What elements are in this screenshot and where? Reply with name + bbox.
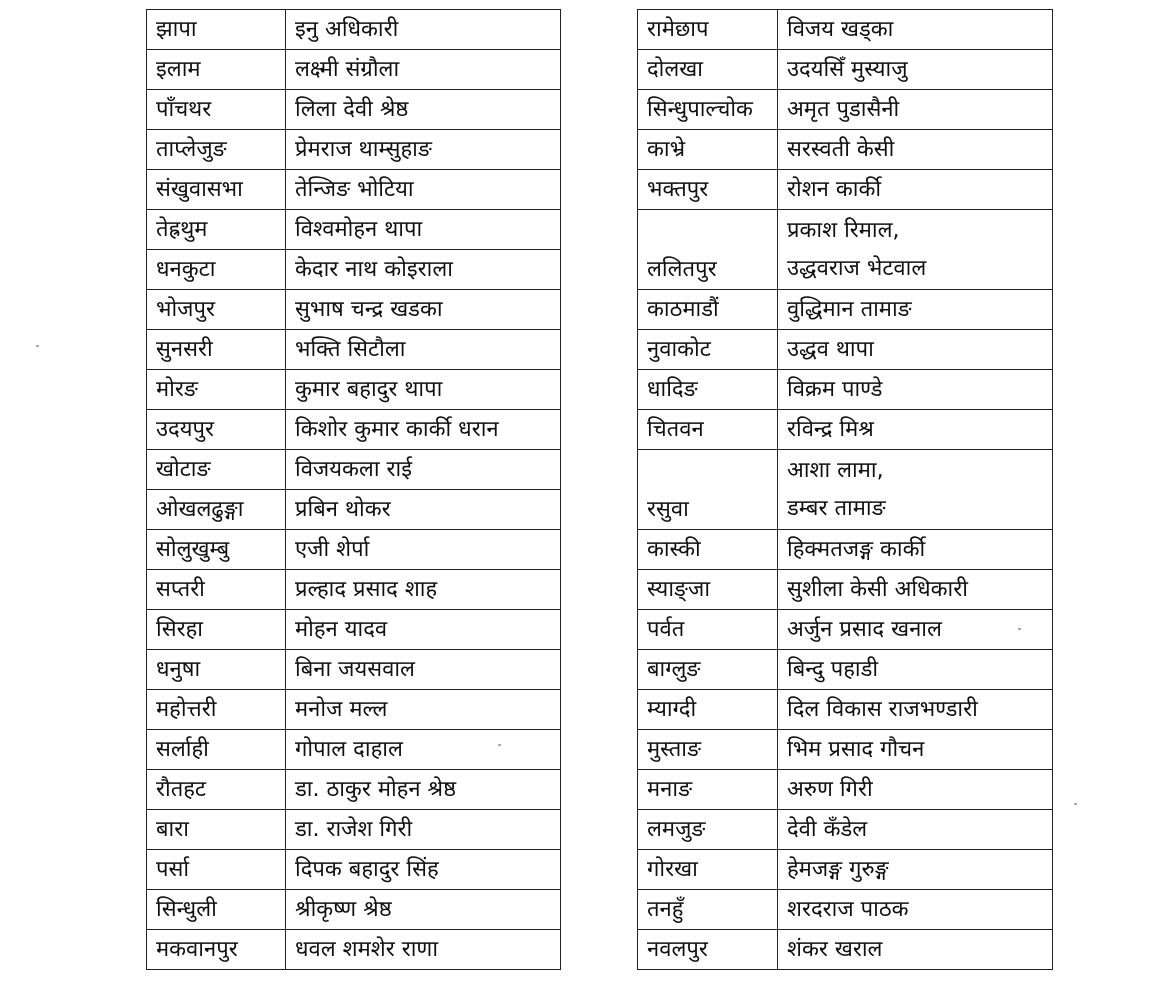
table-row xyxy=(147,370,561,410)
person-name: सरस्वती केसी xyxy=(787,136,895,162)
person-name-cell xyxy=(778,210,1053,290)
person-name-cell xyxy=(778,650,1053,690)
table-row xyxy=(147,210,561,250)
person-name: सुशीला केसी अधिकारी xyxy=(787,576,968,602)
person-name: धवल शमशेर राणा xyxy=(295,936,439,962)
district-name-cell: दोलखा xyxy=(638,50,778,90)
scan-speck xyxy=(36,345,39,347)
table-row xyxy=(147,290,561,330)
district-name-cell: काठमाडौं xyxy=(638,290,778,330)
table-row xyxy=(638,330,1053,370)
person-name-cell xyxy=(286,50,561,90)
table-row xyxy=(147,170,561,210)
person-name: दिल विकास राजभण्डारी xyxy=(787,696,978,722)
table-row xyxy=(147,690,561,730)
person-name: वुद्धिमान तामाङ xyxy=(787,296,912,322)
district-name-cell: ओखलढुङ्गा xyxy=(147,490,286,530)
person-name: एजी शेर्पा xyxy=(295,536,370,562)
person-name-cell xyxy=(778,810,1053,850)
table-row xyxy=(147,930,561,970)
table-row xyxy=(638,10,1053,50)
table-row xyxy=(638,730,1053,770)
person-name-cell xyxy=(778,290,1053,330)
person-name: विजय खड्का xyxy=(787,16,894,42)
table-row xyxy=(638,50,1053,90)
person-name: आशा लामा, xyxy=(787,457,884,483)
person-name: उदयसिँ मुस्याजु xyxy=(787,56,908,82)
district-name-cell: मनाङ xyxy=(638,770,778,810)
table-row xyxy=(147,250,561,290)
district-name-cell: धादिङ xyxy=(638,370,778,410)
person-name: किशोर कुमार कार्की धरान xyxy=(295,416,499,442)
scan-speck xyxy=(1074,803,1077,805)
person-name: रोशन कार्की xyxy=(787,176,882,202)
person-name: तेन्जिङ भोटिया xyxy=(295,176,414,202)
district-name-cell: सिरहा xyxy=(147,610,286,650)
district-name-cell: सर्लाही xyxy=(147,730,286,770)
left-district-table xyxy=(146,9,561,970)
district-name-cell: उदयपुर xyxy=(147,410,286,450)
person-name-cell xyxy=(778,50,1053,90)
person-name: देवी कँडेल xyxy=(787,816,868,842)
table-row xyxy=(638,690,1053,730)
person-name-cell xyxy=(286,210,561,250)
person-name: अर्जुन प्रसाद खनाल xyxy=(787,616,942,642)
person-name-cell xyxy=(286,530,561,570)
district-name-cell: सिन्धुली xyxy=(147,890,286,930)
person-name: प्रबिन थोकर xyxy=(295,496,391,522)
table-row xyxy=(147,490,561,530)
person-name-cell xyxy=(286,850,561,890)
district-name-cell: ताप्लेजुङ xyxy=(147,130,286,170)
person-name: शंकर खराल xyxy=(787,936,883,962)
district-name-cell: ललितपुर xyxy=(638,210,778,290)
table-row xyxy=(147,610,561,650)
person-name-cell xyxy=(778,570,1053,610)
district-name-cell: धनुषा xyxy=(147,650,286,690)
person-name: केदार नाथ कोइराला xyxy=(295,256,453,282)
district-name-cell: सप्तरी xyxy=(147,570,286,610)
person-name-cell xyxy=(778,530,1053,570)
district-name-cell: तेह्रथुम xyxy=(147,210,286,250)
table-row xyxy=(147,130,561,170)
person-name: भिम प्रसाद गौचन xyxy=(787,736,925,762)
table-row xyxy=(147,410,561,450)
district-name-cell: संखुवासभा xyxy=(147,170,286,210)
person-name: डा. राजेश गिरी xyxy=(295,816,413,842)
person-name-cell xyxy=(778,930,1053,970)
person-name: कुमार बहादुर थापा xyxy=(295,376,443,402)
table-row xyxy=(147,850,561,890)
district-name-cell: सिन्धुपाल्चोक xyxy=(638,90,778,130)
person-name-cell xyxy=(778,850,1053,890)
district-name-cell: खोटाङ xyxy=(147,450,286,490)
table-row xyxy=(147,650,561,690)
person-name-cell xyxy=(286,170,561,210)
person-name: हेमजङ्ग गुरुङ्ग xyxy=(787,856,889,882)
district-name-cell: पर्वत xyxy=(638,610,778,650)
person-name-cell xyxy=(286,10,561,50)
person-name-cell xyxy=(286,650,561,690)
table-row xyxy=(638,850,1053,890)
person-name: उद्धवराज भेटवाल xyxy=(787,255,927,281)
table-row xyxy=(638,90,1053,130)
person-name-cell xyxy=(778,610,1053,650)
table-row xyxy=(147,530,561,570)
person-name: दिपक बहादुर सिंह xyxy=(295,856,439,882)
person-name-cell xyxy=(286,770,561,810)
person-name: श्रीकृष्ण श्रेष्ठ xyxy=(295,896,392,922)
person-name: विश्वमोहन थापा xyxy=(295,216,423,242)
right-district-table xyxy=(637,9,1053,970)
person-name: डा. ठाकुर मोहन श्रेष्ठ xyxy=(295,776,457,802)
district-name-cell: मोरङ xyxy=(147,370,286,410)
scan-speck xyxy=(498,744,501,746)
table-row xyxy=(147,770,561,810)
person-name-cell xyxy=(778,730,1053,770)
person-name-cell xyxy=(286,930,561,970)
table-row xyxy=(638,650,1053,690)
table-row xyxy=(147,50,561,90)
district-name-cell: नवलपुर xyxy=(638,930,778,970)
person-name: विक्रम पाण्डे xyxy=(787,376,883,402)
person-name-cell xyxy=(286,90,561,130)
person-name: उद्धव थापा xyxy=(787,336,874,362)
table-row xyxy=(147,890,561,930)
district-name-cell: पाँचथर xyxy=(147,90,286,130)
person-name: भक्ति सिटौला xyxy=(295,336,406,362)
table-row xyxy=(147,90,561,130)
person-name-cell xyxy=(286,610,561,650)
person-name: प्रल्हाद प्रसाद शाह xyxy=(295,576,438,602)
person-name: हिक्मतजङ्ग कार्की xyxy=(787,536,926,562)
person-name: डम्बर तामाङ xyxy=(787,495,886,521)
person-name-cell xyxy=(286,410,561,450)
scan-speck xyxy=(1018,628,1021,630)
table-row xyxy=(638,170,1053,210)
person-name: अमृत पुडासैनी xyxy=(787,96,900,122)
person-name-cell xyxy=(778,330,1053,370)
person-name-cell xyxy=(778,690,1053,730)
person-name-cell xyxy=(286,890,561,930)
district-name-cell: स्याङ्जा xyxy=(638,570,778,610)
person-name: शरदराज पाठक xyxy=(787,896,909,922)
person-name-cell xyxy=(778,90,1053,130)
district-name-cell: कास्की xyxy=(638,530,778,570)
person-name: लक्ष्मी संग्रौला xyxy=(295,56,400,82)
district-name-cell: गोरखा xyxy=(638,850,778,890)
person-name-cell xyxy=(286,730,561,770)
table-row xyxy=(147,810,561,850)
district-name-cell: काभ्रे xyxy=(638,130,778,170)
table-row xyxy=(638,610,1053,650)
table-row xyxy=(147,450,561,490)
district-name-cell: तनहुँ xyxy=(638,890,778,930)
person-name: प्रेमराज थाम्सुहाङ xyxy=(295,136,432,162)
person-name: मोहन यादव xyxy=(295,616,388,642)
person-name-cell xyxy=(778,10,1053,50)
person-name: अरुण गिरी xyxy=(787,776,873,802)
district-name-cell: मुस्ताङ xyxy=(638,730,778,770)
person-name-cell xyxy=(778,770,1053,810)
person-name-cell xyxy=(778,450,1053,530)
district-name-cell: चितवन xyxy=(638,410,778,450)
table-row xyxy=(638,130,1053,170)
district-name-cell: धनकुटा xyxy=(147,250,286,290)
district-name-cell: भक्तपुर xyxy=(638,170,778,210)
district-name-cell: बाग्लुङ xyxy=(638,650,778,690)
table-row xyxy=(638,210,1053,290)
district-name-cell: रौतहट xyxy=(147,770,286,810)
district-name-cell: भोजपुर xyxy=(147,290,286,330)
district-name-cell: मकवानपुर xyxy=(147,930,286,970)
person-name-cell xyxy=(286,370,561,410)
district-name-cell: पर्सा xyxy=(147,850,286,890)
district-name-cell: रसुवा xyxy=(638,450,778,530)
person-name-cell xyxy=(286,450,561,490)
person-name: लिला देवी श्रेष्ठ xyxy=(295,96,409,122)
person-name-cell xyxy=(286,690,561,730)
district-name-cell: म्याग्दी xyxy=(638,690,778,730)
district-name-cell: महोत्तरी xyxy=(147,690,286,730)
district-name-cell: इलाम xyxy=(147,50,286,90)
person-name: इनु अधिकारी xyxy=(295,16,399,42)
person-name: मनोज मल्ल xyxy=(295,696,388,722)
person-name: बिन्दु पहाडी xyxy=(787,656,879,682)
person-name-cell xyxy=(778,890,1053,930)
person-name: प्रकाश रिमाल, xyxy=(787,217,900,243)
person-name-cell xyxy=(286,490,561,530)
district-name-cell: सुनसरी xyxy=(147,330,286,370)
right-table-body xyxy=(638,10,1053,970)
person-name-cell xyxy=(778,170,1053,210)
table-row xyxy=(638,570,1053,610)
district-name-cell: बारा xyxy=(147,810,286,850)
district-name-cell: झापा xyxy=(147,10,286,50)
person-name: रविन्द्र मिश्र xyxy=(787,416,874,442)
district-name-cell: लमजुङ xyxy=(638,810,778,850)
person-name-cell xyxy=(778,130,1053,170)
person-name-cell xyxy=(286,290,561,330)
person-name: सुभाष चन्द्र खडका xyxy=(295,296,443,322)
table-row xyxy=(638,770,1053,810)
table-row xyxy=(147,330,561,370)
person-name-cell xyxy=(286,570,561,610)
district-name-cell: सोलुखुम्बु xyxy=(147,530,286,570)
table-row xyxy=(638,370,1053,410)
table-row xyxy=(147,10,561,50)
person-name-cell xyxy=(286,130,561,170)
person-name-cell xyxy=(286,250,561,290)
district-name-cell: रामेछाप xyxy=(638,10,778,50)
table-row xyxy=(638,530,1053,570)
district-name-cell: नुवाकोट xyxy=(638,330,778,370)
person-name-cell xyxy=(286,330,561,370)
table-row xyxy=(147,730,561,770)
table-row xyxy=(638,450,1053,530)
table-row xyxy=(638,890,1053,930)
person-name: विजयकला राई xyxy=(295,456,413,482)
person-name-cell xyxy=(778,370,1053,410)
person-name: गोपाल दाहाल xyxy=(295,736,403,762)
person-name: बिना जयसवाल xyxy=(295,656,415,682)
left-table-body xyxy=(147,10,561,970)
table-row xyxy=(638,410,1053,450)
table-row xyxy=(638,930,1053,970)
person-name-cell xyxy=(286,810,561,850)
table-row xyxy=(147,570,561,610)
person-name-cell xyxy=(778,410,1053,450)
table-row xyxy=(638,810,1053,850)
table-row xyxy=(638,290,1053,330)
